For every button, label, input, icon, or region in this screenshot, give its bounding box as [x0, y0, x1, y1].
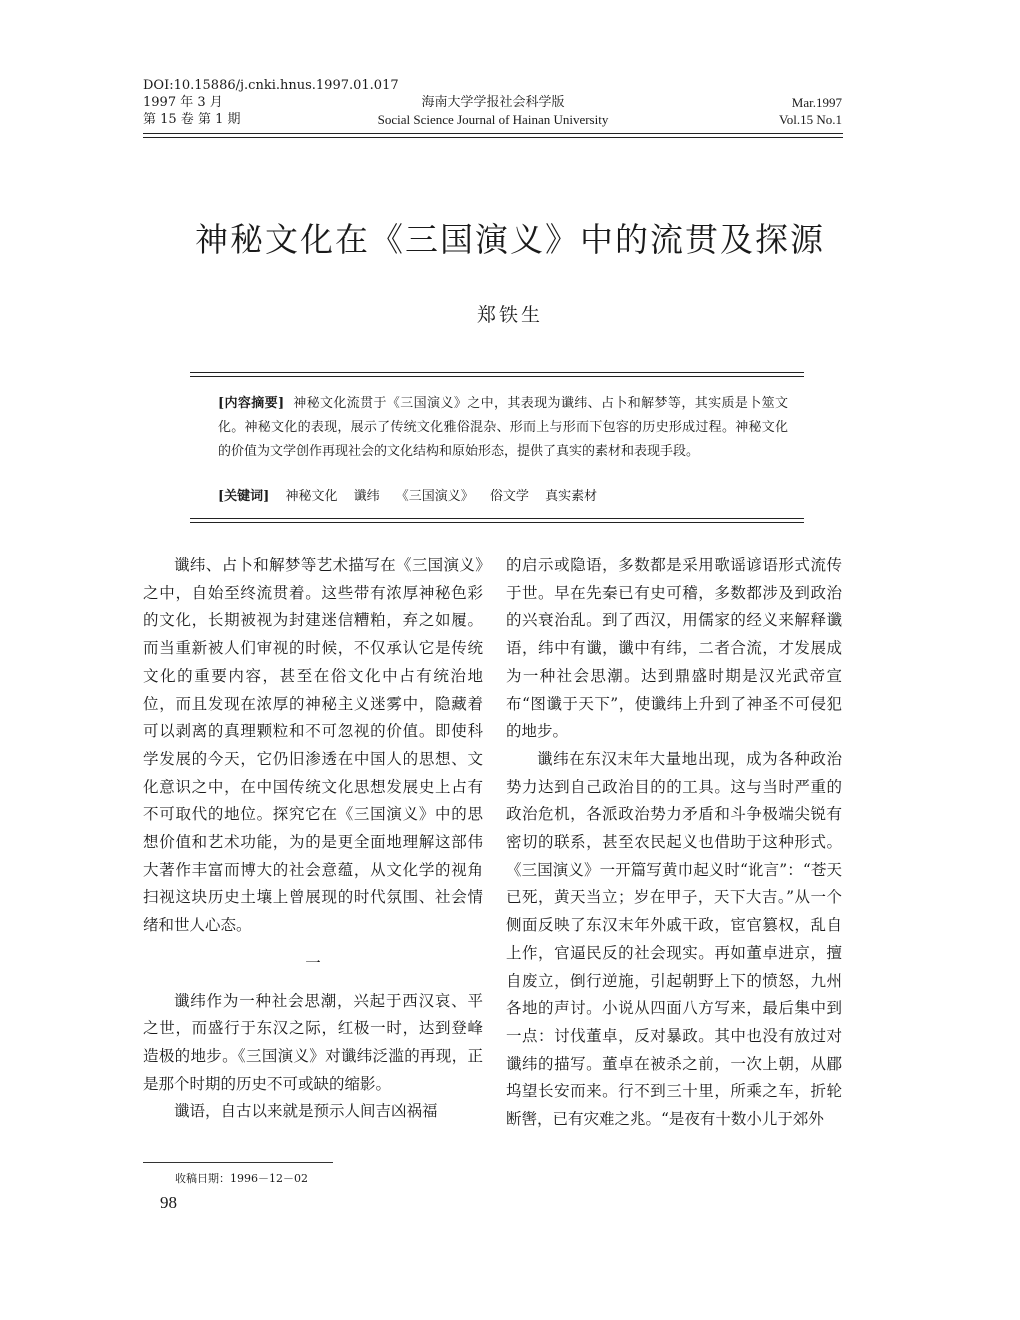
- header-rule-top: [143, 133, 843, 134]
- issue-volume-en: Vol.15 No.1: [779, 112, 842, 127]
- paragraph: 的启示或隐语，多数都是采用歌谣谚语形式流传于世。早在先秦已有史可稽，多数都涉及到政治的兴衰治乱。到了西汉，用儒家的经义来解释谶语，纬中有谶，谶中有纬，二者合流，才发展成为一种社会思潮。达到鼎盛时期是汉光武帝宣布“图谶于天下”，使谶纬上升到了神圣不可侵犯的地步。: [506, 556, 842, 741]
- article-author: 郑铁生: [476, 304, 543, 326]
- paragraph: 谶语，自古以来就是预示人间吉凶祸福: [174, 1102, 438, 1121]
- keywords: [218, 487, 788, 507]
- abstract: [218, 392, 788, 464]
- keyword: 《三国演义》: [395, 489, 474, 504]
- footnote-rule: [143, 1162, 333, 1163]
- page-number: 98: [160, 1193, 177, 1212]
- issue-volume-cn: 第 15 卷 第 1 期: [143, 112, 241, 127]
- issue-date-cn: 1997 年 3 月: [143, 95, 223, 110]
- paragraph: 谶纬、占卜和解梦等艺术描写在《三国演义》之中，自始至终流贯着。这些带有浓厚神秘色彩的文化，长期被视为封建迷信糟粕，弃之如履。而当重新被人们审视的时候，不仅承认它是传统文化的重要内容，甚至在俗文化中占有统治地位，而且发现在浓厚的神秘主义迷雾中，隐藏着可以剥离的真理颗粒和不可忽视的价值。即使科学发展的今天，它仍旧渗透在中国人的思想、文化意识之中，在中国传统文化思想发展史上占有不可取代的地位。探究它在《三国演义》中的思想价值和艺术功能，为的是更全面地理解这部伟大著作丰富而博大的社会意蕴，从文化学的视角扫视这块历史土壤上曾展现的时代氛围、社会情绪和世人心态。: [143, 556, 483, 935]
- header-rule-bottom: [143, 137, 843, 138]
- keyword: 谶纬: [353, 489, 380, 504]
- paragraph: 谶纬在东汉末年大量地出现，成为各种政治势力达到自己政治目的的工具。这与当时严重的政治危机，各派政治势力矛盾和斗争极端尖锐有密切的联系，甚至农民起义也借助于这种形式。《三国演义》一开篇写黄巾起义时“讹言”：“苍天已死，黄天当立；岁在甲子，天下大吉。”从一个侧面反映了东汉末年外戚干政，宦官篡权，乱自上作，官逼民反的社会现实。再如董卓进京，擅自废立，倒行逆施，引起朝野上下的愤怒，九州各地的声讨。小说从四面八方写来，最后集中到一点：讨伐董卓，反对暴政。其中也没有放过对谶纬的描写。董卓在被杀之前，一次上朝，从郿坞望长安而来。行不到三十里，所乘之车，折轮断辔，已有灾难之兆。“是夜有十数小儿于郊外: [506, 749, 842, 1129]
- abstract-rule-bottom-1: [190, 518, 804, 519]
- issue-date-en: Mar.1997: [791, 95, 842, 110]
- journal-title-en: Social Science Journal of Hainan University: [377, 112, 609, 127]
- keyword: 真实素材: [545, 489, 598, 504]
- received-date: 收稿日期：1996－12－02: [175, 1172, 308, 1185]
- abstract-label: [内容摘要]: [218, 396, 285, 411]
- paragraph: 谶纬作为一种社会思潮，兴起于西汉哀、平之世，而盛行于东汉之际，红极一时，达到登峰造极的地步。《三国演义》对谶纬泛滥的再现，正是那个时期的历史不可或缺的缩影。: [143, 991, 483, 1093]
- body-column-right: [506, 552, 842, 1134]
- section-number: 一: [305, 953, 321, 972]
- journal-title-cn: 海南大学学报社会科学版: [421, 95, 565, 110]
- keywords-label: [关键词]: [218, 489, 270, 504]
- abstract-rule-bottom-2: [190, 522, 804, 523]
- abstract-rule-top-2: [190, 376, 804, 377]
- body-column-left: [143, 552, 483, 1126]
- abstract-rule-top-1: [190, 372, 804, 373]
- doi-text: DOI:10.15886/j.cnki.hnus.1997.01.017: [143, 78, 399, 93]
- keyword: 俗文学: [489, 489, 529, 504]
- keyword: 神秘文化: [285, 489, 338, 504]
- abstract-text: 神秘文化流贯于《三国演义》之中，其表现为谶纬、占卜和解梦等，其实质是卜筮文化。神秘文化的表现，展示了传统文化雅俗混杂、形而上与形而下包容的历史形成过程。神秘文化的价值为文学创作再现社会的文化结构和原始形态，提供了真实的素材和表现手段。: [218, 396, 788, 459]
- article-title: 神秘文化在《三国演义》中的流贯及探源: [195, 220, 825, 259]
